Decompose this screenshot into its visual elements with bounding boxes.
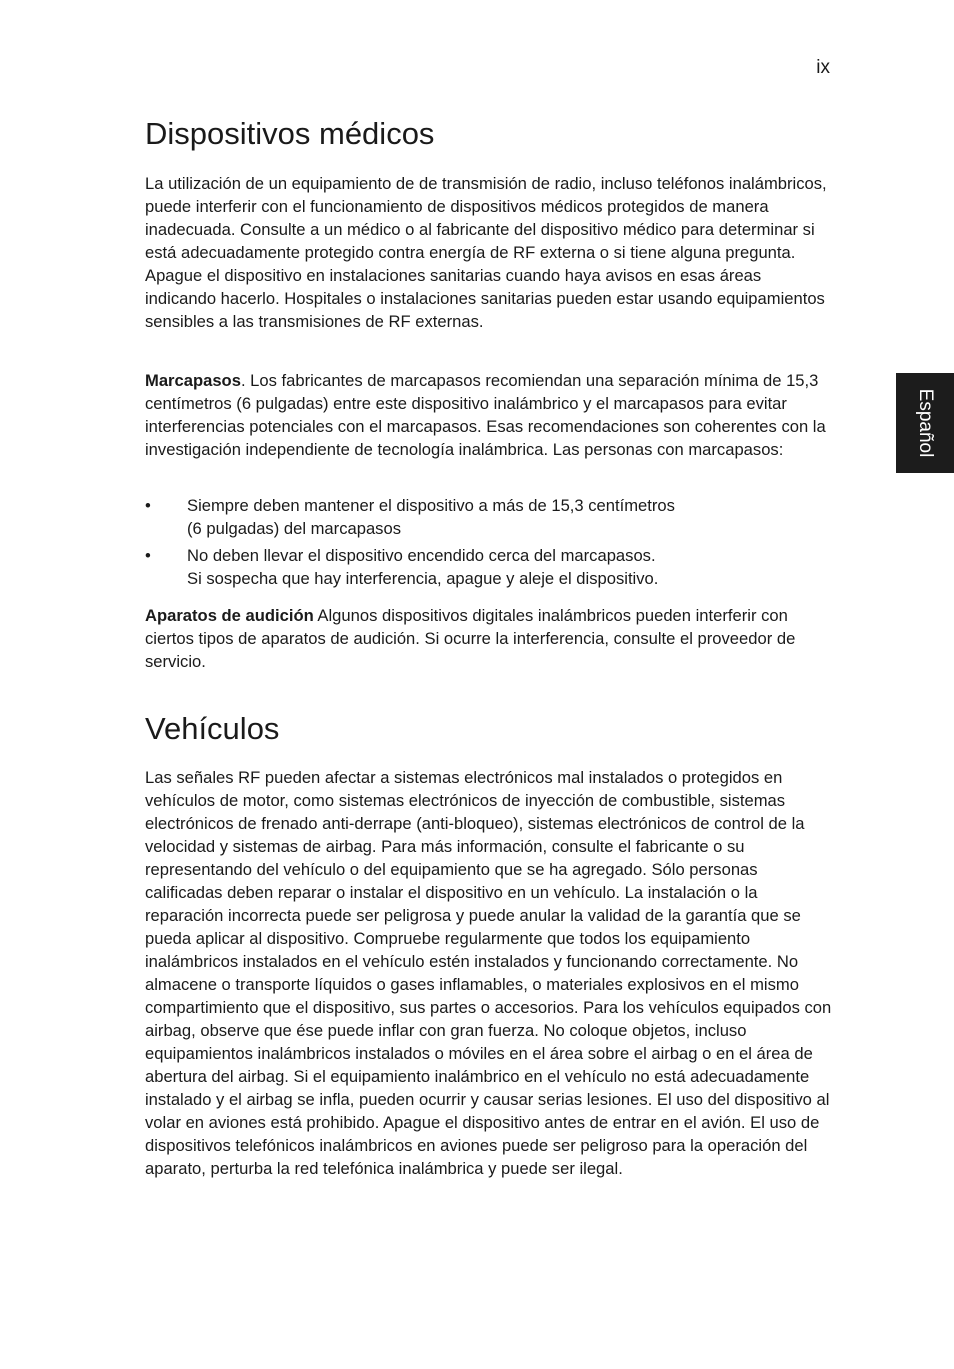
list-item-line: (6 pulgadas) del marcapasos [187, 519, 401, 538]
pacemaker-text: . Los fabricantes de marcapasos recomiendan una separación mínima de 15,3 centímetros (6 pulgadas) entre este dispositivo inalámbrico y el marcapasos para evitar interferencias potenciales con el marcapasos. Esas recomendaciones son coherentes con la investigación independiente de tecnología inalámbrica. Las personas con marcapasos: [145, 371, 826, 459]
list-item [145, 494, 835, 540]
language-tab [896, 373, 954, 473]
page-number: ix [816, 57, 830, 78]
list-item [145, 544, 835, 590]
pacemaker-list [145, 494, 835, 594]
list-item-line: No deben llevar el dispositivo encendido cerca del marcapasos. [187, 546, 656, 565]
hearing-aids-text: Algunos dispositivos digitales inalámbricos pueden interferir con ciertos tipos de aparatos de audición. Si ocurre la interferencia, consulte el proveedor de servicio. [145, 606, 796, 671]
medical-devices-paragraph: La utilización de un equipamiento de de transmisión de radio, incluso teléfonos inalámbricos, puede interferir con el funcionamiento de dispositivos médicos protegidos de manera inadecuada. Consulte a un médico o al fabricante del dispositivo médico para determinar si está adecuadamente protegido contra energía de RF externa o si tiene alguna pregunta. Apague el dispositivo en instalaciones sanitarias cuando haya avisos en esas áreas indicando hacerlo. Hospitales o instalaciones sanitarias pueden estar usando equipamientos sensibles a las transmisiones de RF externas. [145, 174, 827, 331]
hearing-aids-paragraph [145, 604, 835, 673]
list-item-line: Si sospecha que hay interferencia, apague y aleje el dispositivo. [187, 569, 659, 588]
bullet-icon: • [145, 496, 151, 515]
hearing-aids-label: Aparatos de audición [145, 606, 314, 625]
bullet-icon: • [145, 546, 151, 565]
pacemaker-label: Marcapasos [145, 371, 241, 390]
language-tab-label: Español [915, 388, 936, 458]
pacemaker-paragraph [145, 369, 835, 461]
list-item-line: Siempre deben mantener el dispositivo a más de 15,3 centímetros [187, 496, 675, 515]
vehicles-paragraph: Las señales RF pueden afectar a sistemas electrónicos mal instalados o protegidos en vehículos de motor, como sistemas electrónicos de inyección de combustible, sistemas electrónicos de frenado anti-derrape (anti-bloqueo), sistemas electrónicos de control de la velocidad y sistemas de airbag. Para más información, consulte el fabricante o su representando del vehículo o del equipamiento que se ha agregado. Sólo personas calificadas deben reparar o instalar el dispositivo en un vehículo. La instalación o la reparación incorrecta puede ser peligrosa y puede anular la validad de la garantía que se pueda aplicar al dispositivo. Compruebe regularmente que todos los equipamiento inalámbricos instalados en el vehículo estén instalados y funcionando correctamente. No almacene o transporte líquidos o gases inflamables, o materiales explosivos en el mismo compartimiento que el dispositivo, sus partes o accesorios. Para los vehículos equipados con airbag, observe que ése puede inflar con gran fuerza. No coloque objetos, incluso equipamientos inalámbricos instalados o móviles en el área sobre el airbag o en el área de abertura del airbag. Si el equipamiento inalámbrico en el vehículo no está adecuadamente instalado y el airbag se infla, pueden ocurrir y causar serias lesiones. El uso del dispositivo al volar en aviones está prohibido. Apague el dispositivo antes de entrar en el avión. El uso de dispositivos telefónicos inalámbricos en aviones puede ser peligroso para la operación del aparato, perturba la red telefónica inalámbrica y puede ser ilegal. [145, 768, 832, 1178]
section-title-medical-devices: Dispositivos médicos [145, 116, 435, 151]
section-title-vehicles: Vehículos [145, 711, 280, 746]
